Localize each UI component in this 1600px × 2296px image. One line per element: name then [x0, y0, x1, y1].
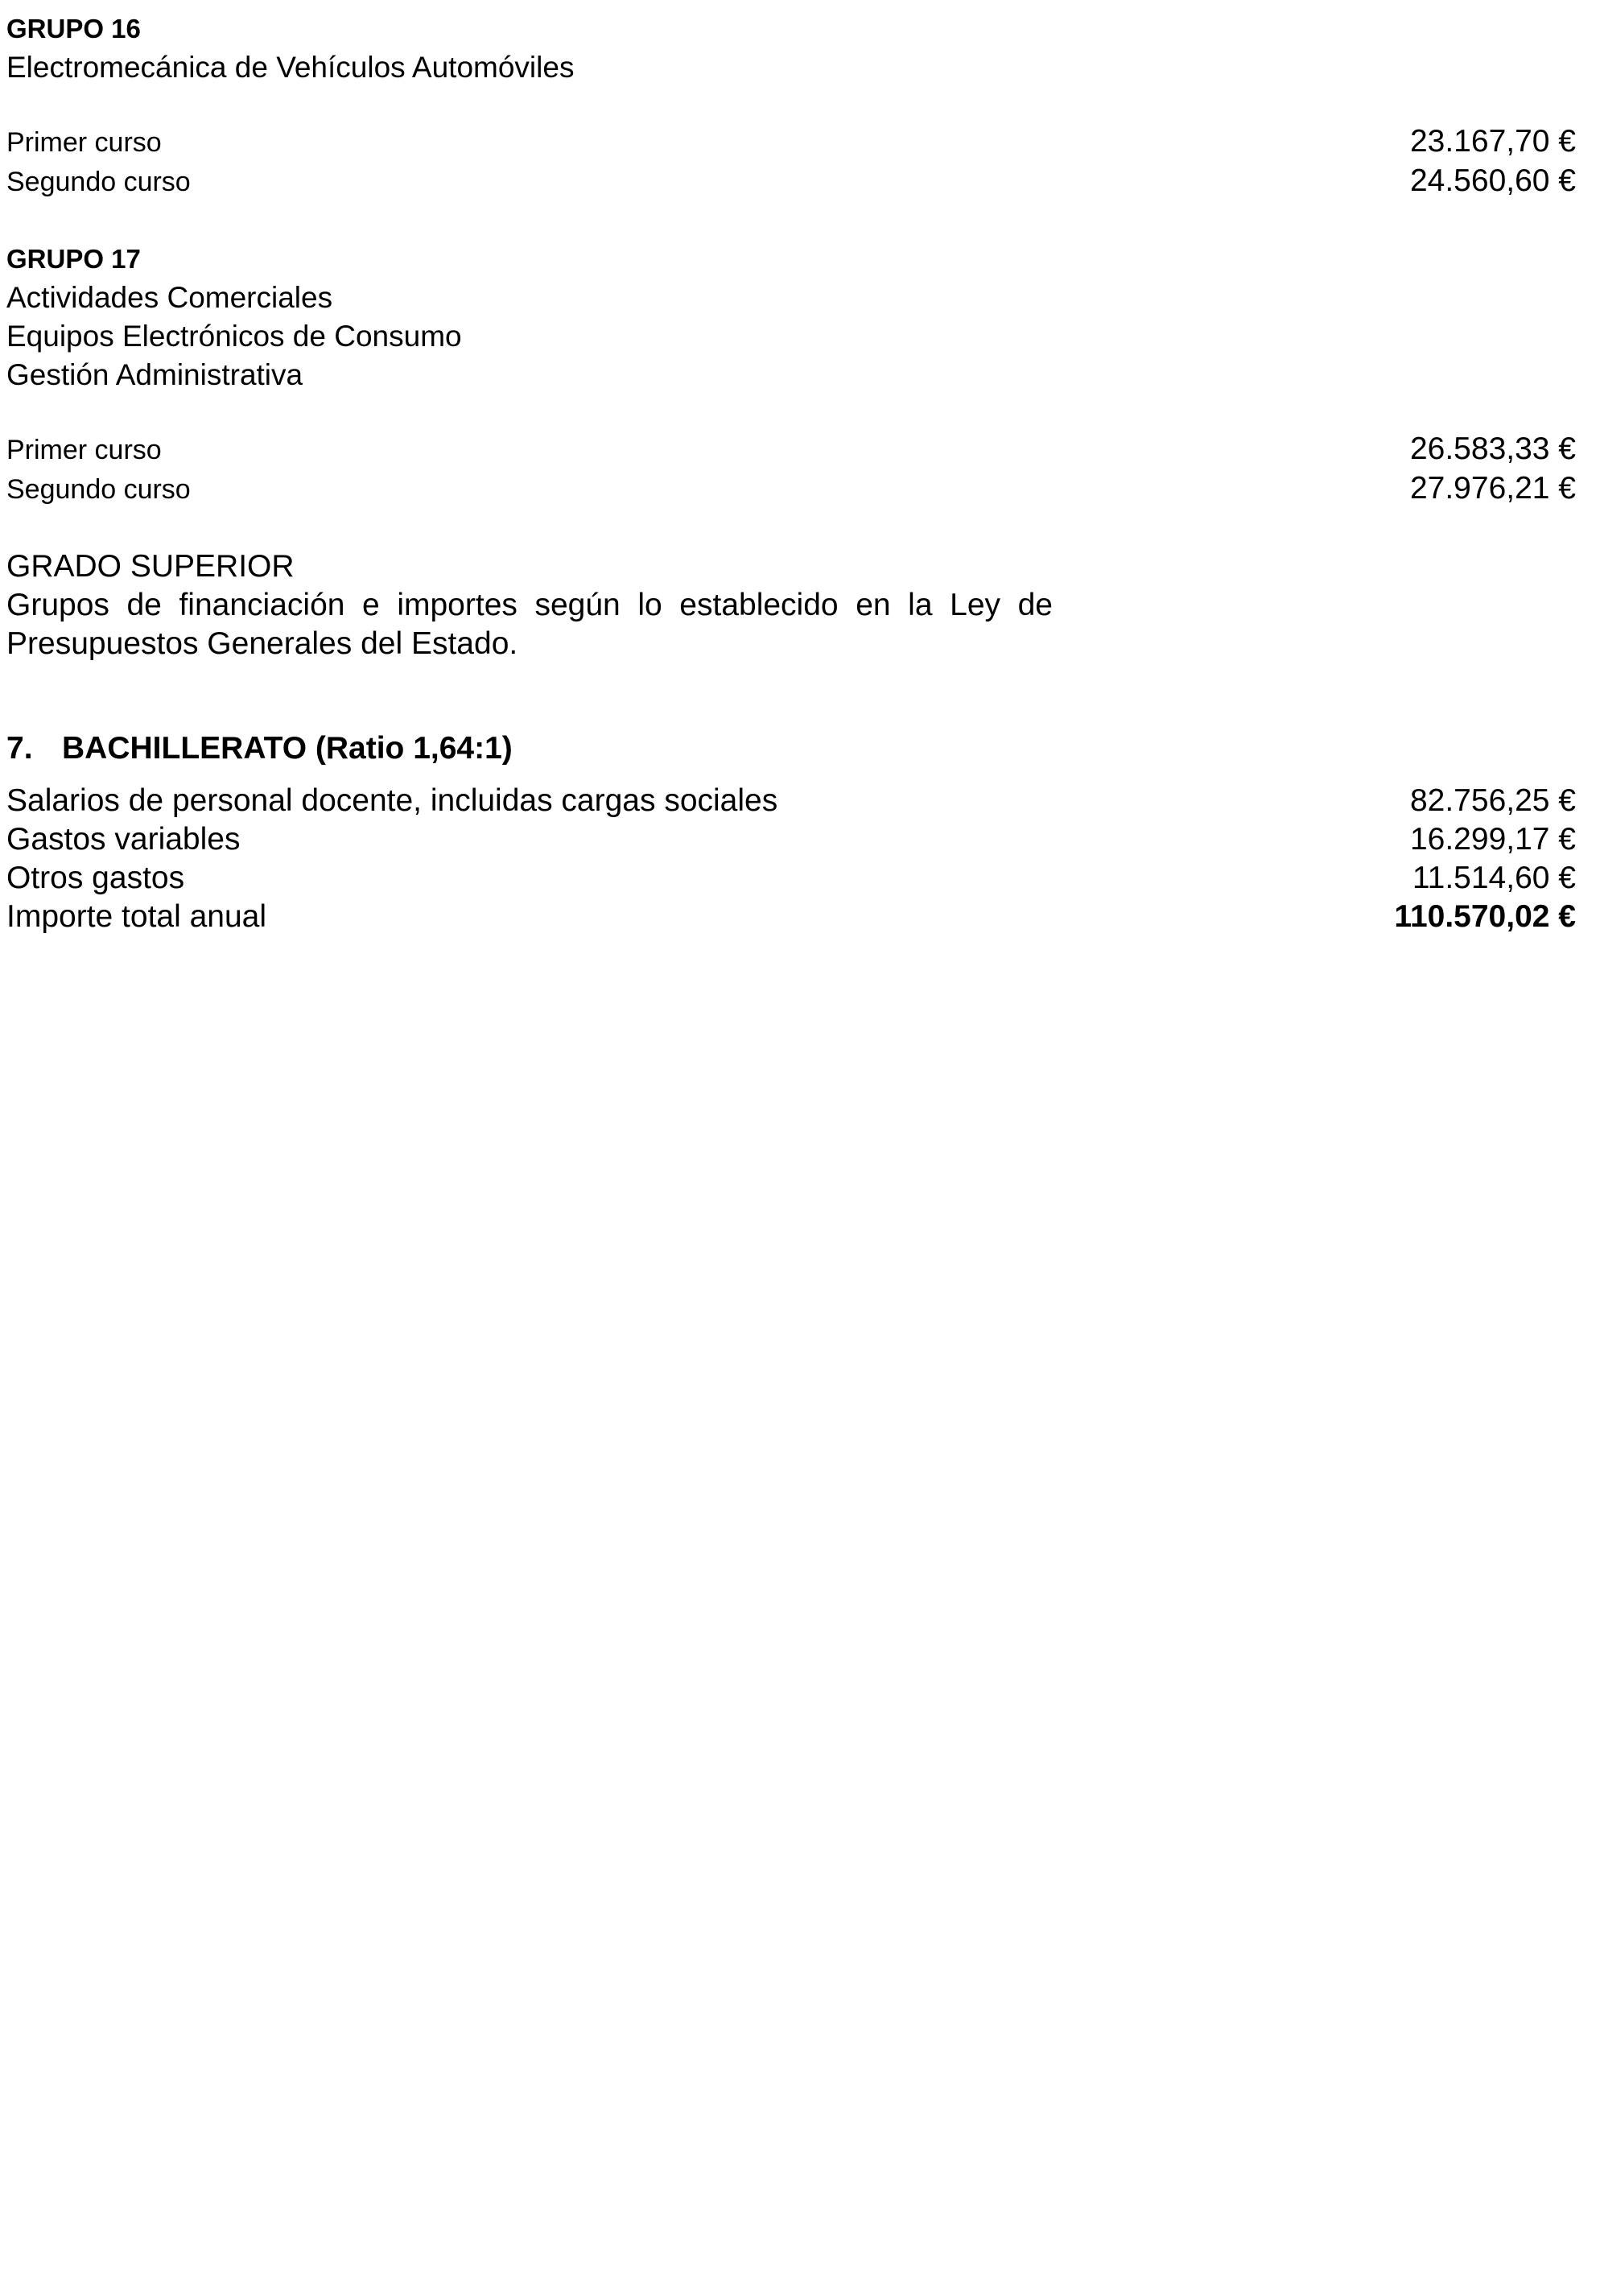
group-title: GRUPO 16	[6, 14, 141, 43]
row-label: Otros gastos	[6, 861, 185, 895]
row-amount: 27.976,21 €	[1409, 471, 1576, 506]
bachillerato-amounts	[6, 782, 1576, 936]
grado-superior-section	[6, 547, 1576, 663]
row-label: Segundo curso	[6, 474, 191, 505]
section-paragraph: Grupos de financiación e importes según lo establecido en la Ley de Presupuestos Generales del Estado.	[6, 588, 1053, 661]
course-name: Electromecánica de Vehículos Automóviles	[6, 51, 575, 84]
grupo-17-section	[6, 240, 1576, 394]
amount-row	[6, 859, 1576, 898]
grupo-16-section	[6, 10, 1576, 87]
row-amount: 24.560,60 €	[1409, 163, 1576, 198]
grupo-16-amounts	[6, 122, 1576, 201]
row-label: Segundo curso	[6, 167, 191, 197]
course-name: Gestión Administrativa	[6, 358, 303, 391]
section-title: BACHILLERATO (Ratio 1,64:1)	[62, 731, 513, 766]
row-label: Primer curso	[6, 127, 162, 158]
row-amount: 16.299,17 €	[1409, 822, 1576, 857]
row-amount: 23.167,70 €	[1409, 124, 1576, 159]
amount-row	[6, 162, 1576, 201]
group-title: GRUPO 17	[6, 244, 141, 274]
row-label: Gastos variables	[6, 822, 241, 857]
course-name: Actividades Comerciales	[6, 281, 333, 314]
bachillerato-section	[6, 729, 1576, 768]
amount-row	[6, 430, 1576, 469]
total-label: Importe total anual	[6, 899, 267, 934]
amount-row	[6, 469, 1576, 509]
row-amount: 26.583,33 €	[1409, 432, 1576, 466]
row-amount: 11.514,60 €	[1412, 861, 1576, 895]
amount-row	[6, 122, 1576, 162]
row-label: Salarios de personal docente, incluidas cargas sociales	[6, 783, 778, 818]
row-label: Primer curso	[6, 435, 162, 465]
total-row	[6, 898, 1576, 936]
course-name: Equipos Electrónicos de Consumo	[6, 320, 462, 353]
section-number: 7.	[6, 731, 33, 766]
section-subtitle: GRADO SUPERIOR	[6, 549, 295, 584]
amount-row	[6, 782, 1576, 820]
amount-row	[6, 820, 1576, 859]
row-amount: 82.756,25 €	[1409, 783, 1576, 818]
section-heading	[6, 729, 1576, 768]
grupo-17-amounts	[6, 430, 1576, 509]
total-amount: 110.570,02 €	[1394, 899, 1576, 934]
